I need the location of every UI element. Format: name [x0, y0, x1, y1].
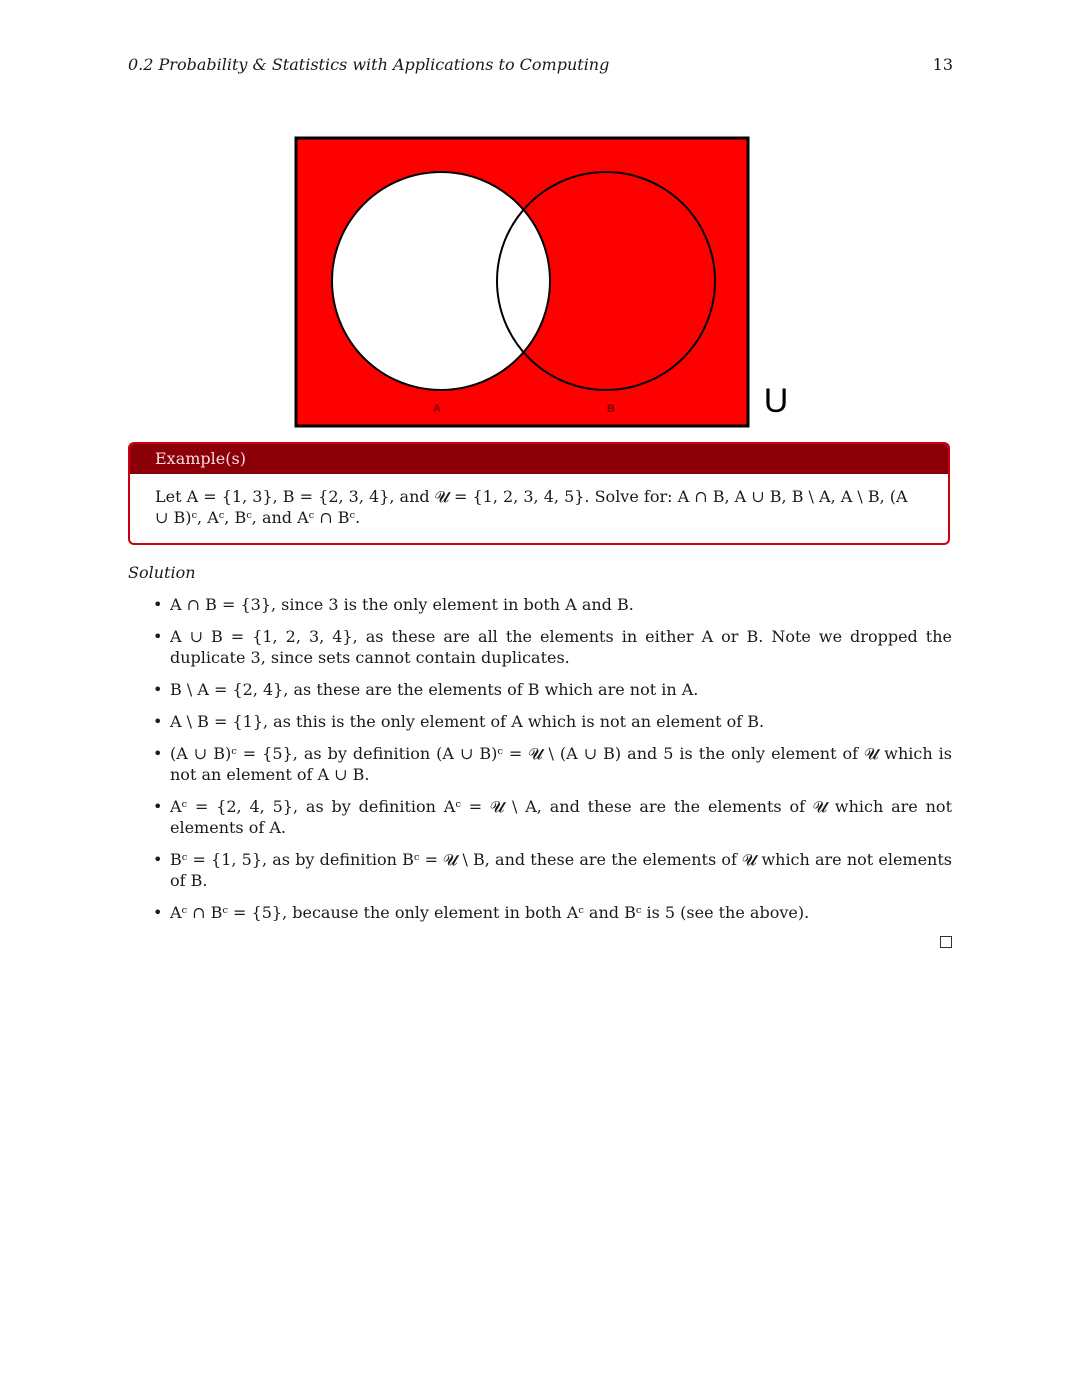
universe-label: U — [763, 382, 789, 420]
running-title: 0.2 Probability & Statistics with Applications to Computing — [128, 55, 610, 74]
example-box — [128, 442, 950, 545]
running-header — [128, 55, 953, 74]
solution-item: • Bᶜ = {1, 5}, as by definition Bᶜ = 𝓤 \ B, and these are the elements of 𝓤 which are not elements of B. — [170, 849, 952, 891]
solution-item: • A ∪ B = {1, 2, 3, 4}, as these are all the elements in either A or B. Note we dropped the duplicate 3, since sets cannot contain duplicates. — [170, 626, 952, 668]
example-text: Let A = {1, 3}, B = {2, 3, 4}, and 𝓤 = {1, 2, 3, 4, 5}. Solve for: A ∩ B, A ∪ B, B \ A, A \ B, (A ∪ B)ᶜ, Aᶜ, Bᶜ, and Aᶜ ∩ Bᶜ. — [155, 487, 908, 527]
venn-diagram — [294, 136, 794, 430]
solution-item: • Aᶜ ∩ Bᶜ = {5}, because the only element in both Aᶜ and Bᶜ is 5 (see the above). — [170, 902, 952, 923]
example-title: Example(s) — [130, 444, 948, 474]
set-b-label: B — [607, 403, 615, 415]
solution-item: • Aᶜ = {2, 4, 5}, as by definition Aᶜ = 𝓤 \ A, and these are the elements of 𝓤 which are not elements of A. — [170, 796, 952, 838]
solution-item: • A \ B = {1}, as this is the only element of A which is not an element of B. — [170, 711, 952, 732]
solution-label: Solution — [128, 563, 196, 582]
solution-item: • A ∩ B = {3}, since 3 is the only element in both A and B. — [170, 594, 952, 615]
qed-symbol — [940, 936, 952, 948]
solution-item: • B \ A = {2, 4}, as these are the elements of B which are not in A. — [170, 679, 952, 700]
venn-svg — [294, 136, 794, 430]
page-number: 13 — [932, 55, 953, 74]
solution-item: • (A ∪ B)ᶜ = {5}, as by definition (A ∪ B)ᶜ = 𝓤 \ (A ∪ B) and 5 is the only element of 𝓤 which is not an element of A ∪ B. — [170, 743, 952, 785]
set-a-label: A — [433, 403, 441, 415]
solution-list — [170, 594, 952, 934]
